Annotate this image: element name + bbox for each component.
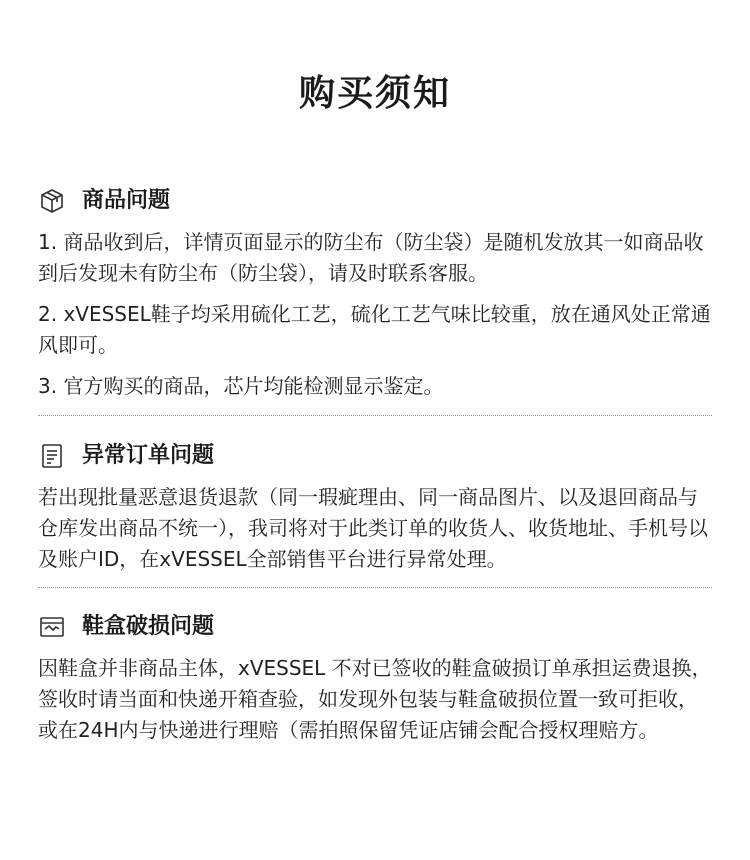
dotted-divider [38, 587, 712, 588]
paragraph: 若出现批量恶意退货退款（同一瑕疵理由、同一商品图片、以及退回商品与仓库发出商品不统一），我司将对于此类订单的收货人、收货地址、手机号以及账户ID，在xVESSEL全部销售平台进行异常处理。 [38, 485, 708, 571]
section-title: 鞋盒破损问题 [82, 614, 215, 639]
shoebox-icon [38, 613, 66, 641]
section-header [38, 611, 712, 643]
section-header [38, 185, 712, 217]
page-title: 购买须知 [298, 73, 451, 114]
paragraph: 1. 商品收到后，详情页面显示的防尘布（防尘袋）是随机发放其一如商品收到后发现未有防尘布（防尘袋），请及时联系客服。 [38, 230, 704, 285]
paragraph: 2. xVESSEL鞋子均采用硫化工艺，硫化工艺气味比较重，放在通风处正常通风即可。 [38, 302, 711, 357]
section-title: 商品问题 [82, 188, 171, 213]
box-icon [38, 187, 66, 215]
dotted-divider [38, 415, 712, 416]
section-product-issues [38, 185, 712, 402]
paragraph: 3. 官方购买的商品，芯片均能检测显示鉴定。 [38, 374, 444, 398]
section-title: 异常订单问题 [82, 443, 215, 468]
paragraph: 因鞋盒并非商品主体，xVESSEL 不对已签收的鞋盒破损订单承担运费退换，签收时请当面和快递开箱查验，如发现外包装与鞋盒破损位置一致可拒收，或在24H内与快递进行理赔（需拍照保留凭证店铺会配合授权理赔方。 [38, 656, 712, 742]
section-header [38, 440, 712, 472]
section-abnormal-orders [38, 440, 712, 575]
document-icon [38, 442, 66, 470]
section-shoebox-damage [38, 611, 712, 746]
